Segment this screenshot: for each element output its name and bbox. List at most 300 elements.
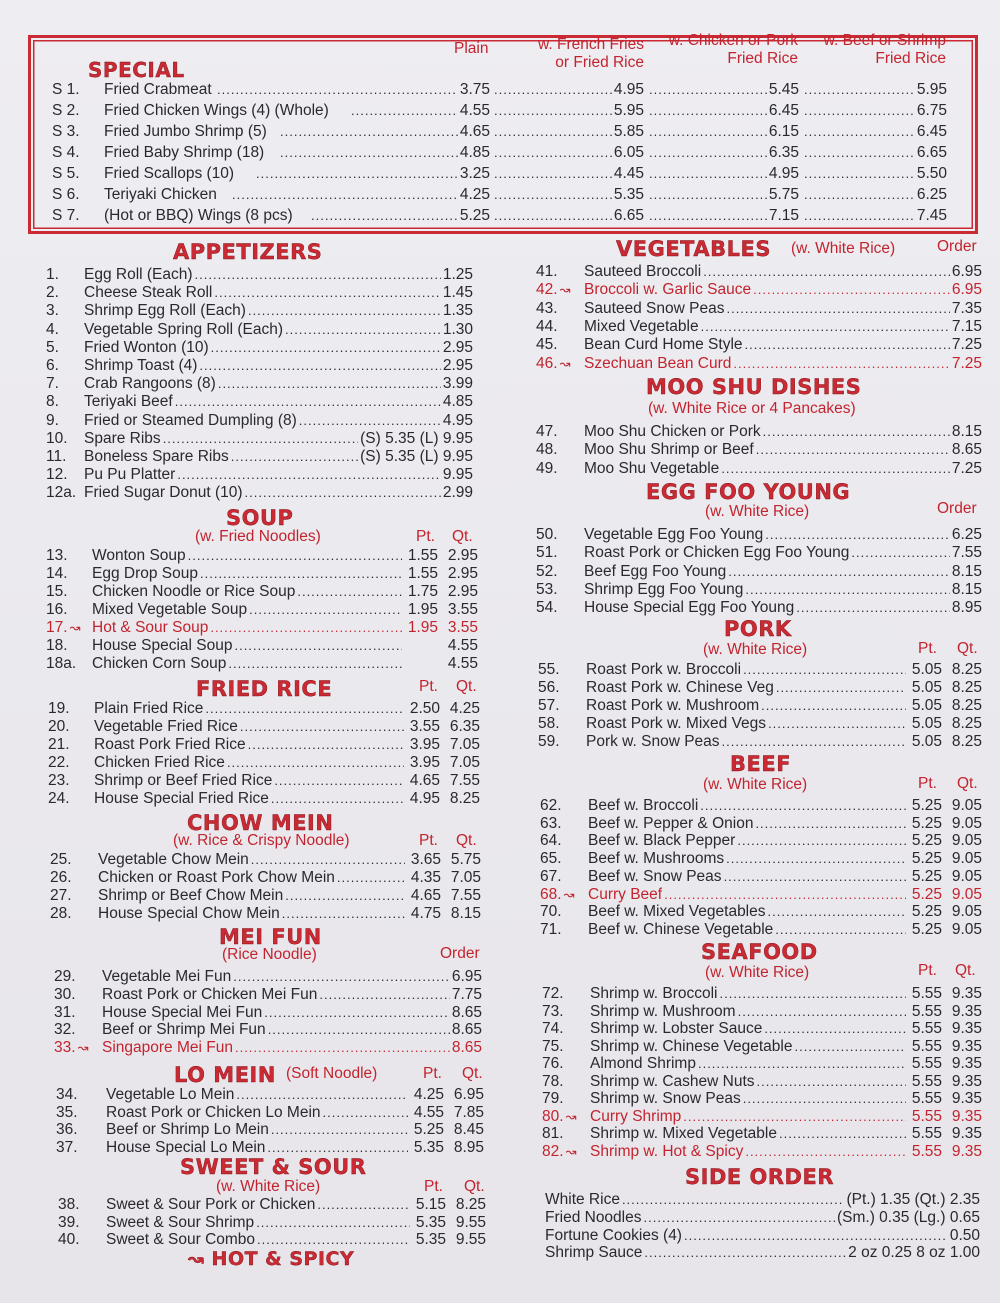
leader-dots	[649, 102, 767, 120]
item-price: 1.35	[442, 302, 473, 320]
item-number: 79.	[542, 1090, 564, 1107]
item-price-quart: 8.15	[450, 905, 481, 922]
special-price: 4.45	[613, 165, 644, 182]
leader-dots	[722, 733, 906, 751]
leader-dots	[195, 266, 441, 284]
item-price-pint: 2.50	[409, 700, 440, 717]
item-number: 81.	[542, 1125, 564, 1142]
special-price-cell	[647, 144, 799, 162]
leader-dots	[494, 186, 612, 204]
item-name: Egg Drop Soup	[92, 565, 198, 582]
special-price: 4.55	[459, 102, 490, 119]
item-name: Mixed Vegetable Soup	[92, 601, 248, 618]
item-price-pint: 5.55	[911, 1037, 942, 1055]
leader-dots	[745, 1143, 906, 1161]
leader-dots	[233, 968, 450, 986]
leader-dots	[765, 526, 950, 544]
menu-item	[542, 1108, 982, 1126]
item-price-quart: 8.95	[453, 1138, 484, 1156]
quart-column-label: Qt.	[452, 528, 473, 545]
hot-spicy-legend	[188, 1248, 354, 1270]
item-price-quart: 3.55	[447, 601, 478, 618]
item-name: House Special Soup	[92, 637, 233, 654]
item-number: 80. ↝	[542, 1107, 577, 1125]
menu-item	[46, 565, 478, 583]
lo-mein-title: LO MEIN	[174, 1063, 276, 1087]
item-price: 4.85	[442, 393, 473, 411]
quart-column-label: Qt.	[957, 640, 978, 657]
special-price-cell	[802, 186, 947, 204]
menu-item	[58, 1196, 486, 1214]
pepper-icon: ↝	[559, 355, 571, 371]
pepper-icon: ↝	[188, 1248, 212, 1270]
item-name: Roast Pork or Chicken Mei Fun	[102, 985, 318, 1003]
item-number: 68. ↝	[540, 885, 575, 903]
menu-item	[540, 903, 982, 921]
item-price-pint: 3.95	[409, 754, 440, 771]
item-name: Chicken Corn Soup	[92, 655, 227, 672]
menu-item	[46, 339, 473, 357]
item-name: Wonton Soup	[92, 547, 186, 564]
item-name: White Rice	[545, 1191, 620, 1208]
chow-mein-title: CHOW MEIN	[187, 811, 334, 835]
item-number: 53.	[536, 580, 558, 598]
leader-dots	[494, 165, 612, 183]
item-price-pint: 5.35	[415, 1231, 446, 1248]
item-name: Roast Pork Fried Rice	[94, 736, 246, 753]
item-number: 57.	[538, 697, 560, 714]
item-price-pint: 3.55	[409, 718, 440, 735]
item-price-quart: 7.05	[449, 754, 480, 771]
item-number: 74.	[542, 1020, 564, 1037]
menu-item	[46, 484, 473, 502]
leader-dots	[649, 165, 767, 183]
item-price: 1.25	[442, 266, 473, 283]
item-price-quart: 9.35	[951, 1142, 982, 1160]
leader-dots	[299, 412, 441, 430]
quart-column-label: Qt.	[456, 832, 477, 849]
item-price-pint: 3.95	[409, 736, 440, 753]
item-number: 48.	[536, 441, 558, 459]
item-name: Beef w. Broccoli	[588, 797, 699, 814]
leader-dots	[649, 144, 767, 162]
item-number: 72.	[542, 985, 564, 1002]
sweet-sour-title: SWEET & SOUR	[180, 1155, 367, 1179]
item-price-quart: 9.55	[455, 1213, 486, 1231]
pepper-icon: ↝	[559, 282, 571, 298]
chow-mein-subtitle: (w. Rice & Crispy Noodle)	[173, 832, 350, 849]
leader-dots	[649, 207, 767, 225]
leader-dots	[214, 284, 440, 302]
item-price-pint: 5.05	[911, 715, 942, 732]
menu-item	[50, 869, 481, 887]
pork-title: PORK	[724, 617, 792, 641]
item-name: Moo Shu Chicken or Pork	[584, 423, 761, 440]
menu-item	[536, 544, 982, 562]
item-price: 8.65	[951, 441, 982, 459]
menu-item	[46, 284, 473, 302]
leader-dots	[274, 772, 404, 790]
menu-item	[46, 430, 473, 448]
item-name: Chicken Noodle or Rice Soup	[92, 583, 296, 600]
menu-item	[540, 886, 982, 904]
item-price-quart: 7.05	[450, 869, 481, 886]
item-price: 1.45	[442, 284, 473, 302]
item-number: 51.	[536, 544, 558, 562]
leader-dots	[256, 165, 458, 183]
item-price-quart: 9.35	[951, 1037, 982, 1055]
item-price-quart: 5.75	[450, 851, 481, 868]
item-name: Moo Shu Vegetable	[584, 459, 720, 477]
menu-item	[48, 754, 480, 772]
item-number: 12a.	[46, 484, 77, 502]
item-number: 30.	[54, 985, 76, 1003]
beef-subtitle: (w. White Rice)	[703, 776, 808, 793]
menu-item	[540, 815, 982, 833]
item-name: Sweet & Sour Combo	[106, 1231, 256, 1248]
special-price: 7.15	[768, 207, 799, 224]
item-name: Beef or Shrimp Lo Mein	[106, 1121, 269, 1138]
leader-dots	[683, 1108, 906, 1126]
item-price: 8.15	[951, 580, 982, 598]
item-price-pint: 5.55	[911, 1090, 942, 1107]
item-price: 7.25	[951, 354, 982, 372]
item-name: Boneless Spare Ribs	[84, 448, 229, 465]
item-price-quart: 9.05	[951, 885, 982, 903]
pint-column-label: Pt.	[918, 775, 937, 792]
quart-column-label: Qt.	[957, 775, 978, 792]
menu-item	[542, 1020, 982, 1038]
item-number: 39.	[58, 1213, 80, 1231]
item-name: Fried or Steamed Dumpling (8)	[84, 411, 297, 429]
item-number: 70.	[540, 903, 562, 921]
item-name: Spare Ribs	[84, 429, 161, 447]
order-column-label: Order	[937, 500, 977, 517]
item-name: Vegetable Lo Mein	[106, 1086, 235, 1103]
item-number: 52.	[536, 562, 558, 580]
special-item-name: Teriyaki Chicken	[104, 186, 217, 203]
menu-item	[46, 466, 473, 484]
item-price-pint: 5.55	[911, 985, 942, 1002]
item-name: Shrimp w. Broccoli	[590, 985, 718, 1002]
item-price-pint: 3.65	[410, 851, 441, 868]
pint-column-label: Pt.	[424, 1178, 443, 1195]
item-name: Shrimp w. Hot & Spicy	[590, 1142, 744, 1160]
menu-item	[536, 318, 982, 336]
item-number: 71.	[540, 920, 562, 938]
item-name: House Special Egg Foo Young	[584, 599, 795, 617]
egg-foo-young-title: EGG FOO YOUNG	[646, 480, 851, 504]
item-price: 6.95	[951, 263, 982, 280]
special-price-cell	[647, 186, 799, 204]
special-price-cell	[802, 123, 947, 141]
menu-item	[46, 448, 473, 466]
leader-dots	[297, 583, 402, 601]
leader-dots	[763, 423, 950, 441]
leader-dots	[280, 144, 458, 162]
pepper-icon: ↝	[69, 620, 81, 635]
special-price: 5.45	[768, 81, 799, 98]
item-name: Roast Pork or Chicken Lo Mein	[106, 1103, 321, 1121]
menu-item	[545, 1227, 980, 1245]
item-name: Shrimp w. Chinese Vegetable	[590, 1037, 793, 1055]
special-price: 6.65	[613, 207, 644, 224]
item-price-quart: 8.25	[455, 1196, 486, 1213]
pint-column-label: Pt.	[419, 678, 438, 695]
moo-shu-title: MOO SHU DISHES	[646, 375, 862, 399]
item-number: 6.	[46, 357, 59, 374]
special-item-number: S 4.	[52, 144, 80, 161]
item-price-quart: 9.35	[951, 1020, 982, 1037]
item-name: Vegetable Spring Roll (Each)	[84, 320, 284, 338]
special-price-cell	[802, 144, 947, 162]
item-name: Bean Curd Home Style	[584, 336, 743, 354]
item-price: 8.65	[451, 1021, 482, 1039]
item-number: 64.	[540, 832, 562, 850]
pepper-icon: ↝	[563, 886, 575, 902]
menu-item	[542, 1090, 982, 1108]
menu-item	[542, 985, 982, 1003]
menu-item	[540, 921, 982, 939]
leader-dots	[768, 715, 906, 733]
item-number: 45.	[536, 336, 558, 354]
seafood-subtitle: (w. White Rice)	[705, 964, 810, 981]
item-name: Beef or Shrimp Mei Fun	[102, 1021, 266, 1039]
item-price-pint: 5.25	[911, 832, 942, 850]
special-item-number: S 2.	[52, 102, 80, 119]
item-price-quart: 7.85	[453, 1103, 484, 1121]
special-price: 6.35	[768, 144, 799, 161]
leader-dots	[267, 1139, 408, 1157]
item-price: 8.65	[451, 1003, 482, 1021]
special-price-cell	[278, 144, 490, 162]
menu-item	[536, 281, 982, 299]
item-name: Beef w. Black Pepper	[588, 832, 736, 850]
special-price: 6.45	[768, 102, 799, 119]
menu-item	[48, 790, 480, 808]
item-price-quart: 9.05	[951, 814, 982, 832]
item-number: 23.	[48, 772, 70, 789]
leader-dots	[232, 186, 458, 204]
special-item-number: S 7.	[52, 207, 80, 224]
menu-item	[50, 905, 481, 923]
special-price-cell	[802, 102, 947, 120]
leader-dots	[644, 1209, 835, 1227]
item-price: 8.15	[951, 562, 982, 580]
menu-item	[48, 718, 480, 736]
leader-dots	[775, 921, 906, 939]
pint-column-label: Pt.	[423, 1065, 442, 1082]
item-name: Vegetable Chow Mein	[98, 851, 249, 868]
item-name: Sweet & Sour Pork or Chicken	[106, 1196, 316, 1213]
menu-item	[540, 850, 982, 868]
item-price: 6.95	[451, 968, 482, 985]
item-name: Sauteed Snow Peas	[584, 299, 725, 317]
special-price: 3.25	[459, 165, 490, 182]
quart-column-label: Qt.	[464, 1178, 485, 1195]
leader-dots	[728, 563, 950, 581]
egg-foo-young-subtitle: (w. White Rice)	[705, 503, 810, 520]
item-name: Hot & Sour Soup	[92, 619, 209, 636]
item-price-quart: 2.95	[447, 547, 478, 564]
item-price-quart: 9.35	[951, 1125, 982, 1142]
special-price-cell	[492, 186, 644, 204]
item-number: 35.	[56, 1103, 78, 1121]
item-name: House Special Chow Mein	[98, 905, 280, 922]
special-price: 6.75	[916, 102, 947, 119]
leader-dots	[804, 81, 915, 99]
item-name: Roast Pork w. Chinese Veg	[586, 679, 774, 696]
leader-dots	[804, 102, 915, 120]
item-name: Beef w. Chinese Vegetable	[588, 920, 774, 938]
leader-dots	[218, 375, 441, 393]
item-price-quart: 9.55	[455, 1231, 486, 1248]
leader-dots	[245, 484, 441, 502]
special-price: 5.50	[916, 165, 947, 182]
item-price: 8.95	[951, 599, 982, 617]
special-price-cell	[802, 81, 947, 99]
item-name: Vegetable Mei Fun	[102, 968, 232, 985]
item-name: Shrimp or Beef Fried Rice	[94, 772, 273, 789]
leader-dots	[257, 1231, 410, 1249]
item-price-quart: 4.55	[447, 655, 478, 672]
special-price: 5.35	[613, 186, 644, 203]
vegetables-subtitle: (w. White Rice)	[791, 240, 896, 257]
item-price-pint: 1.95	[407, 619, 438, 636]
leader-dots	[644, 1244, 846, 1262]
menu-item	[56, 1139, 484, 1157]
item-price-quart: 9.05	[951, 920, 982, 938]
special-price-cell	[230, 186, 490, 204]
item-number: 10.	[46, 429, 68, 447]
item-name: Beef w. Pepper & Onion	[588, 814, 754, 832]
special-price: 6.45	[916, 123, 947, 140]
leader-dots	[664, 886, 906, 904]
quart-column-label: Qt.	[462, 1065, 483, 1082]
leader-dots	[271, 790, 404, 808]
item-number: 11.	[46, 448, 67, 465]
leader-dots	[804, 186, 915, 204]
leader-dots	[337, 869, 405, 887]
item-price: 2.99	[442, 484, 473, 502]
item-number: 49.	[536, 459, 558, 477]
special-price: 6.25	[916, 186, 947, 203]
side-order-title: SIDE ORDER	[685, 1165, 834, 1189]
special-title: SPECIAL	[88, 58, 185, 82]
item-name: Shrimp Egg Foo Young	[584, 580, 744, 598]
leader-dots	[217, 81, 458, 99]
soup-title: SOUP	[226, 506, 294, 530]
item-price-pint: 5.05	[911, 661, 942, 678]
menu-item	[536, 336, 982, 354]
leader-dots	[684, 1227, 948, 1245]
item-number: 17. ↝	[46, 619, 81, 636]
item-name: Vegetable Fried Rice	[94, 718, 238, 735]
pepper-icon: ↝	[77, 1040, 89, 1056]
special-price-cell	[802, 207, 947, 225]
special-price-cell	[492, 144, 644, 162]
item-name: Egg Roll (Each)	[84, 266, 193, 283]
leader-dots	[235, 1039, 450, 1057]
menu-item	[545, 1244, 980, 1262]
item-price: 2 oz 0.25 8 oz 1.00	[848, 1244, 980, 1262]
item-number: 19.	[48, 700, 70, 717]
quart-column-label: Qt.	[456, 678, 477, 695]
item-name: Fried Wonton (10)	[84, 338, 209, 356]
leader-dots	[761, 697, 906, 715]
leader-dots	[719, 985, 906, 1003]
leader-dots	[768, 903, 906, 921]
item-number: 3.	[46, 302, 59, 320]
hot-spicy-label: HOT & SPICY	[211, 1248, 355, 1270]
leader-dots	[726, 300, 949, 318]
item-name: House Special Lo Mein	[106, 1138, 266, 1156]
menu-item	[536, 599, 982, 617]
item-number: 67.	[540, 867, 562, 885]
leader-dots	[755, 815, 906, 833]
item-price-pint: 5.25	[413, 1121, 444, 1138]
special-item-number: S 3.	[52, 123, 80, 140]
item-number: 25.	[50, 851, 72, 868]
leader-dots	[743, 661, 906, 679]
special-item-name: Fried Jumbo Shrimp (5)	[104, 123, 267, 140]
leader-dots	[163, 430, 358, 448]
leader-dots	[804, 123, 915, 141]
menu-item	[46, 302, 473, 320]
special-price: 4.85	[459, 144, 490, 161]
menu-item	[56, 1121, 484, 1139]
item-number: 38.	[58, 1196, 80, 1213]
special-price: 4.95	[613, 81, 644, 98]
special-price: 6.15	[768, 123, 799, 140]
item-number: 2.	[46, 284, 59, 302]
item-number: 36.	[56, 1121, 78, 1138]
order-column-label: Order	[937, 238, 977, 255]
item-price-quart: 2.95	[447, 583, 478, 600]
item-price-pint: 4.65	[409, 772, 440, 789]
leader-dots	[698, 1055, 906, 1073]
item-price-pint: 1.55	[407, 565, 438, 582]
item-name: Shrimp w. Cashew Nuts	[590, 1072, 755, 1090]
menu-item	[56, 1104, 484, 1122]
menu-item	[542, 1055, 982, 1073]
menu-item	[50, 851, 481, 869]
item-price-pint: 5.25	[911, 920, 942, 938]
item-number: 56.	[538, 679, 560, 696]
item-price-pint: 5.55	[911, 1107, 942, 1125]
item-price-pint: 5.05	[911, 679, 942, 696]
leader-dots	[743, 1090, 906, 1108]
item-name: Roast Pork w. Mushroom	[586, 697, 760, 714]
item-name: House Special Mei Fun	[102, 1003, 263, 1021]
item-name: Beef w. Mushrooms	[588, 850, 725, 868]
item-number: 59.	[538, 733, 560, 750]
leader-dots	[737, 832, 906, 850]
item-name: Chicken Fried Rice	[94, 754, 225, 771]
item-price-quart: 8.45	[453, 1121, 484, 1138]
leader-dots	[703, 263, 950, 281]
pint-column-label: Pt.	[918, 962, 937, 979]
pork-subtitle: (w. White Rice)	[703, 641, 808, 658]
item-name: Pork w. Snow Peas	[586, 733, 720, 750]
menu-item	[48, 736, 480, 754]
item-name: Roast Pork or Chicken Egg Foo Young	[584, 544, 850, 562]
item-name: Shrimp w. Snow Peas	[590, 1090, 741, 1107]
special-price: 4.95	[768, 165, 799, 182]
mei-fun-subtitle: (Rice Noodle)	[222, 946, 317, 963]
item-price-quart: 6.95	[453, 1086, 484, 1103]
menu-item	[50, 887, 481, 905]
